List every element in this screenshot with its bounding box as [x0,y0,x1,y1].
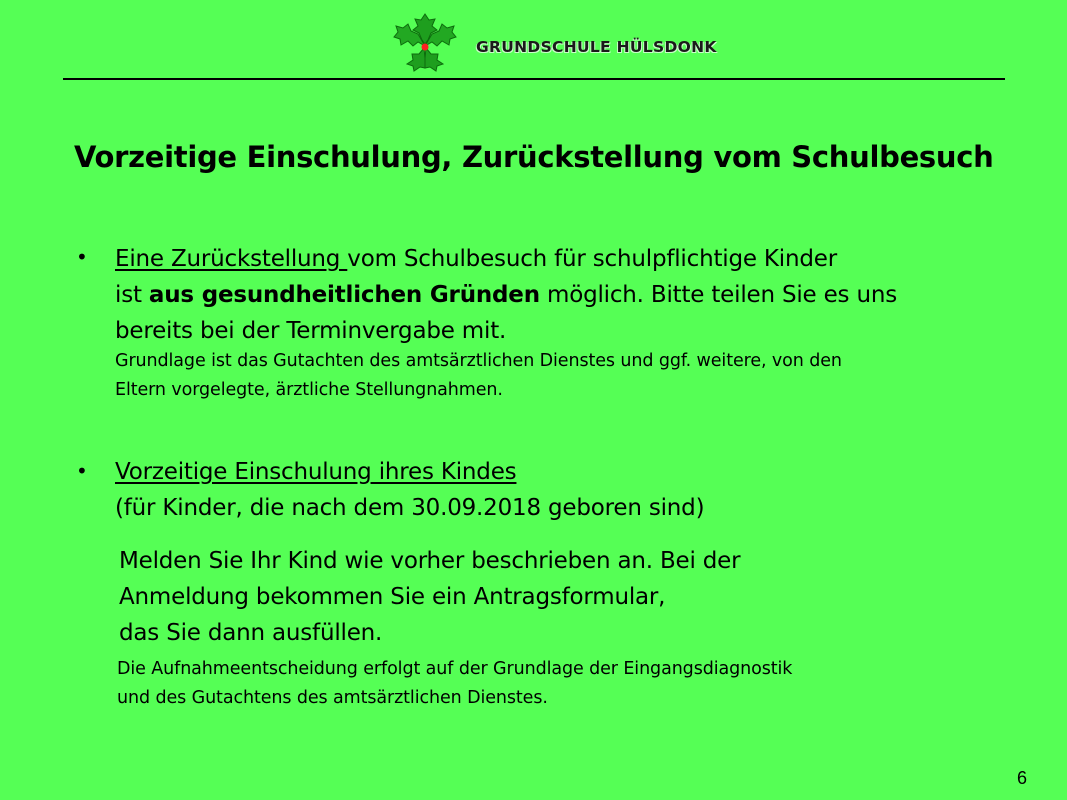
holly-leaves-icon [392,10,458,72]
section2-body [119,543,740,651]
section-zurueckstellung-line1 [115,241,897,277]
section-heading-zurueckstellung: Eine Zurückstellung [115,246,348,272]
section-zurueckstellung [115,241,897,349]
section-heading-vorzeitige-einschulung: Vorzeitige Einschulung ihres Kindes [115,459,517,485]
section1-note-line2: Eltern vorgelegte, ärztliche Stellungnahmen. [115,380,503,400]
section2-subheading: (für Kinder, die nach dem 30.09.2018 geboren sind) [115,495,705,521]
section2-body-line1: Melden Sie Ihr Kind wie vorher beschrieben an. Bei der [119,548,741,574]
section-vorzeitige-einschulung [115,454,704,526]
section2-note-line2: und des Gutachtens des amtsärztlichen Dienstes. [117,688,548,708]
bullet-marker: • [76,459,88,483]
section1-note-line1: Grundlage ist das Gutachten des amtsärztlichen Dienstes und ggf. weitere, von den [115,351,842,371]
school-name: GRUNDSCHULE HÜLSDONK [476,38,717,56]
slide-title: Vorzeitige Einschulung, Zurückstellung vom Schulbesuch [74,140,994,174]
page-number: 6 [1017,768,1028,788]
section-zurueckstellung-line2 [115,277,897,313]
header-divider [63,78,1005,80]
section1-line2-pre: ist [115,282,149,308]
emphasis-health-reasons: aus gesundheitlichen Gründen [148,282,540,308]
section2-note [117,655,792,713]
section1-line3: bereits bei der Terminvergabe mit. [115,318,507,344]
section2-body-line2: Anmeldung bekommen Sie ein Antragsformular, [119,584,666,610]
section1-line2-post: möglich. Bitte teilen Sie es uns [539,282,897,308]
section2-body-line3: das Sie dann ausfüllen. [119,620,383,646]
holly-berry-icon [422,44,429,51]
section2-note-line1: Die Aufnahmeentscheidung erfolgt auf der Grundlage der Eingangsdiagnostik [117,659,793,679]
section1-note [115,347,842,405]
section1-line1-text: vom Schulbesuch für schulpflichtige Kinder [347,246,837,272]
bullet-marker: • [76,245,88,269]
slide-header [0,0,1067,90]
